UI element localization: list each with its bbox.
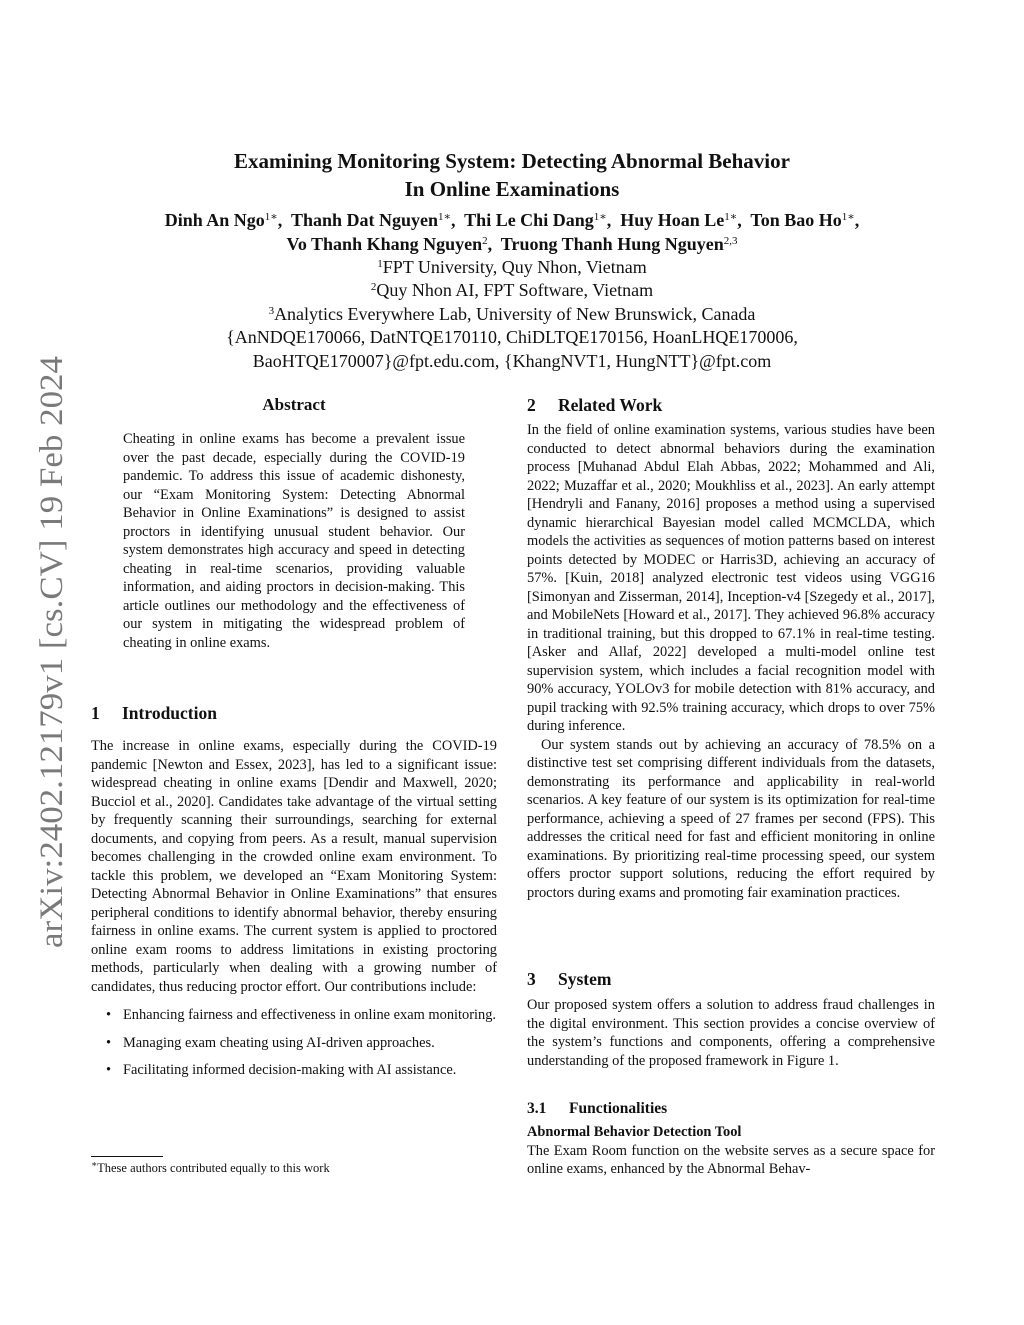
email-line-2: BaoHTQE170007}@fpt.edu.com, {KhangNVT1, HungNTT}@fpt.com [252, 350, 772, 371]
section-heading-system [527, 969, 611, 990]
arxiv-stamp [31, 348, 71, 948]
affiliation-text: Analytics Everywhere Lab, University of New Brunswick, Canada [274, 303, 756, 324]
affiliation [0, 303, 1024, 326]
author-affil: 1∗ [438, 211, 451, 223]
tool-heading: Abnormal Behavior Detection Tool [527, 1124, 742, 1140]
section-number: 3 [527, 969, 536, 989]
author-affil: 1∗ [264, 211, 278, 223]
bullet-icon: • [106, 1062, 112, 1078]
system-body [527, 996, 935, 1070]
tool-text: The Exam Room function on the website serves as a secure space for online exams, enhanced by the Abnormal Behav- [527, 1142, 935, 1177]
footnote-mark: ∗ [91, 1159, 98, 1169]
section-title: System [558, 969, 612, 989]
paper-title [0, 147, 1024, 203]
footnote-text: These authors contributed equally to this work [97, 1161, 330, 1175]
affiliation [0, 279, 1024, 302]
introduction-text: The increase in online exams, especially during the COVID-19 pandemic [Newton and Essex, 2023], has led to a significant issue: widespread cheating in online exams [Dendir and Maxwell, 2020; Bucciol et al., 2020]. Candidates take advantage of the virtual setting by frequently scanning their surroundings, searching for external documents, and copying from peers. As a result, manual supervision becomes challenging in the crowded online exam environment. To tackle this problem, we developed an “Exam Monitoring System: Detecting Abnormal Behavior in Online Examinations” that ensures peripheral conditions to identify abnormal behavior, thereby ensuring fairness in online exams. The current system is applied to proctored online exam rooms to address limitations in existing proctoring methods, particularly when dealing with a growing number of candidates, thus reducing proctor effort. Our contributions include: [91, 738, 497, 995]
affiliation-text: Quy Nhon AI, FPT Software, Vietnam [376, 280, 654, 301]
affiliation-mark: 1 [377, 258, 383, 270]
section-heading-introduction [91, 703, 217, 724]
email-line-1: {AnNDQE170066, DatNTQE170110, ChiDLTQE170156, HoanLHQE170006, [226, 327, 798, 348]
title-line-1: Examining Monitoring System: Detecting Abnormal Behavior [234, 149, 790, 173]
title-line-2: In Online Examinations [404, 177, 620, 201]
abstract-body [123, 430, 465, 652]
functionalities-body [527, 1123, 935, 1179]
author-name: Dinh An Ngo [164, 210, 265, 230]
author-affil: 2 [482, 235, 488, 247]
arxiv-stamp-svg [31, 348, 71, 948]
author-affil: 2,3 [723, 235, 738, 247]
related-work-para-1: In the field of online examination systems, various studies have been conducted to detect abnormal behaviors during the examination process [Muhanad Abdul Elah Abbas, 2022; Mohammed and Ali, 2022; Muzaffar et al., 2020; Moukhliss et al., 2023]. An early attempt [Hendryli and Fanany, 2016] proposes a method using a supervised dynamic hierarchical Bayesian model called MCMCLDA, which models the activities as sequences of motion patterns based on interest points detected by MODEC or Harris3D, achieving an accuracy of 57%. [Kuin, 2018] analyzed electronic test videos using VGG16 [Simonyan and Zisserman, 2014], Inception-v4 [Szegedy et al., 2017], and MobileNets [Howard et al., 2017]. They achieved 96.8% accuracy in traditional training, but this dropped to 67.1% in real-time testing. [Asker and Allaf, 2022] developed a multi-model online test supervision system, which includes a facial recognition model with 90% accuracy, YOLOv3 for mobile detection with 81% accuracy, and pupil tracking with 92.5% training accuracy, which drops to over 75% during inference. [527, 422, 935, 734]
author-affil: 1∗ [724, 211, 738, 223]
author-line-1: Dinh An Ngo$^{1∗}$, Thanh Dat Nguyen$^{1∗}$, Thi Le Chi Dang$^{1∗}$, Huy Hoan $Le^{1∗}$, Ton Bao $Ho^{1∗}$, [164, 210, 860, 230]
related-work-body [527, 421, 935, 902]
affiliation-text: FPT University, Quy Nhon, Vietnam [382, 257, 647, 277]
footnote [91, 1161, 330, 1176]
subsection-title: Functionalities [569, 1100, 668, 1117]
affiliation-mark: 3 [268, 304, 275, 317]
section-number: 1 [91, 703, 100, 723]
list-item [91, 1034, 497, 1053]
author-name: Thanh Dat Nguyen [290, 210, 438, 230]
bullet-icon: • [106, 1007, 112, 1023]
author-name: Ton Bao Ho [750, 210, 842, 230]
author-list [0, 208, 1024, 256]
section-number: 2 [527, 395, 536, 415]
subsection-number: 3.1 [527, 1100, 547, 1117]
author-affil: 1∗ [841, 211, 855, 223]
list-item [91, 1061, 497, 1080]
contribution-list [91, 1006, 497, 1080]
section-title: Introduction [122, 703, 217, 723]
abstract-text: Cheating in online exams has become a prevalent issue over the past decade, especially during the COVID-19 pandemic. To address this issue of academic dishonesty, our “Exam Monitoring System: Detecting Abnormal Behavior in Online Examinations” is designed to assist proctors in identifying unusual student behavior. Our system demonstrates high accuracy and speed in detecting cheating in real-time scenarios, providing valuable information, and aiding proctors in decision-making. This article outlines our methodology and the effectiveness of our system in mitigating the widespread problem of cheating in online exams. [123, 431, 465, 651]
list-item-text: Facilitating informed decision-making with AI assistance. [123, 1062, 457, 1078]
related-work-para-2: Our system stands out by achieving an accuracy of 78.5% on a distinctive test set comprising different individuals from the datasets, demonstrating its performance and applicability in real-world scenarios. A key feature of our system is its optimization for real-time performance, achieving a speed of 27 frames per second (FPS). This addresses the critical need for fast and efficient monitoring in online examinations. By prioritizing real-time processing speed, our system offers proctor support solutions, reducing the effort required by proctors during exams and promoting fair examination practices. [527, 736, 935, 901]
list-item [91, 1006, 497, 1025]
list-item-text: Managing exam cheating using AI-driven approaches. [123, 1034, 435, 1051]
author-name: Vo Thanh Khang Nguyen [286, 234, 483, 254]
affiliation [0, 256, 1024, 279]
system-text: Our proposed system offers a solution to address fraud challenges in the digital environment. This section provides a concise overview of the system’s functions and components, offering a comprehensive understanding of the proposed framework in Figure 1. [527, 997, 935, 1069]
author-affil: 1∗ [593, 211, 607, 223]
introduction-body [91, 737, 497, 1089]
list-item-text: Enhancing fairness and effectiveness in online exam monitoring. [123, 1007, 496, 1023]
section-title: Related Work [558, 395, 663, 415]
author-name: Huy Hoan Le [620, 210, 725, 230]
footnote-rule [91, 1156, 163, 1157]
author-name: Truong Thanh Hung Nguyen [500, 234, 724, 254]
affiliation-mark: 2 [370, 281, 377, 294]
abstract-heading: Abstract [262, 395, 326, 414]
section-heading-related-work [527, 395, 662, 416]
arxiv-id: arXiv:2402.12179v1 [cs.CV] 19 Feb 2024 [34, 388, 70, 948]
subsection-heading-functionalities [527, 1100, 667, 1118]
author-line-2: Vo Thanh Khang Nguyen$^2$, Truong Thanh Hung Nguyen$^{2,3}$ [286, 234, 738, 254]
affiliations [0, 256, 1024, 373]
bullet-icon: • [106, 1034, 112, 1051]
author-name: Thi Le Chi Dang [464, 210, 594, 230]
